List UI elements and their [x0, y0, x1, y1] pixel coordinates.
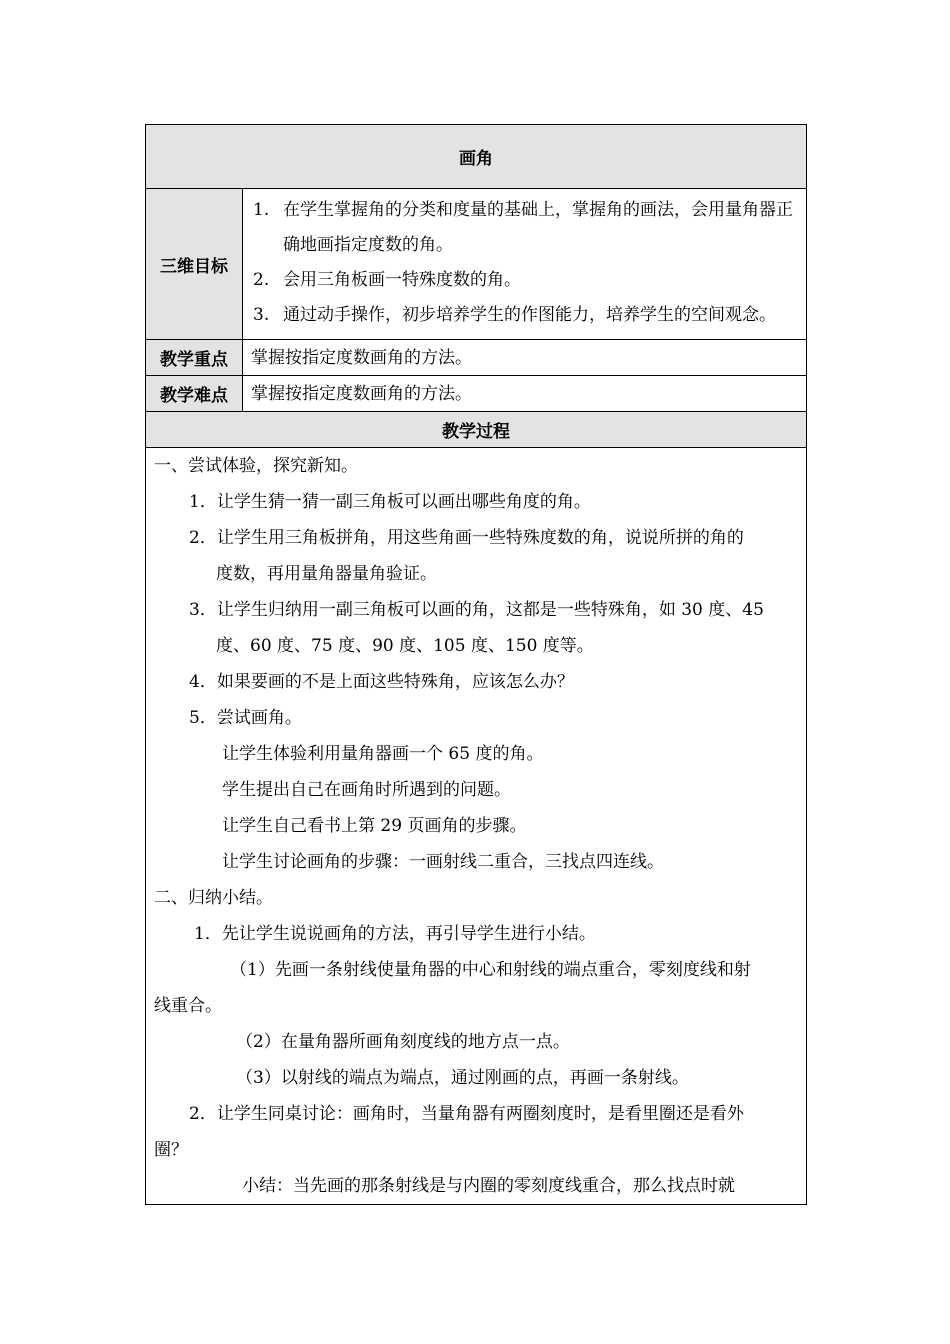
key-point-label: 教学重点 [146, 340, 243, 376]
process-substep-continued: 线重合。 [154, 996, 222, 1016]
lesson-title: 画角 [146, 125, 807, 189]
goal-number: 1. [253, 200, 270, 220]
process-step: 2．让学生用三角板拼角，用这些角画一些特殊度数的角，说说所拼的角的 [189, 528, 744, 548]
process-step: 5．尝试画角。 [189, 708, 302, 728]
process-substep: （3）以射线的端点为端点，通过刚画的点，再画一条射线。 [236, 1068, 689, 1088]
process-heading: 教学过程 [146, 412, 807, 448]
goals-label: 三维目标 [146, 189, 243, 340]
difficulty-label: 教学难点 [146, 376, 243, 412]
process-step: 4．如果要画的不是上面这些特殊角，应该怎么办？ [189, 672, 574, 692]
process-substep: 让学生讨论画角的步骤：一画射线二重合，三找点四连线。 [222, 852, 664, 872]
goal-number: 3. [253, 305, 270, 325]
process-step-continued: 度、60 度、75 度、90 度、105 度、150 度等。 [216, 636, 594, 656]
process-step: 1．先让学生说说画角的方法，再引导学生进行小结。 [194, 924, 596, 944]
summary-text: 小结：当先画的那条射线是与内圈的零刻度线重合，那么找点时就 [242, 1176, 735, 1196]
process-step-continued: 度数，再用量角器量角验证。 [216, 564, 437, 584]
section-heading: 二、归纳小结。 [154, 888, 273, 908]
goal-number: 2. [253, 270, 270, 290]
goal-item [251, 298, 802, 333]
process-step: 2．让学生同桌讨论：画角时，当量角器有两圈刻度时，是看里圈还是看外 [189, 1104, 744, 1124]
process-substep: （1）先画一条射线使量角器的中心和射线的端点重合，零刻度线和射 [230, 960, 751, 980]
process-body [146, 448, 807, 1205]
process-substep: 让学生体验利用量角器画一个 65 度的角。 [222, 744, 544, 764]
goal-item [251, 263, 802, 298]
process-substep: （2）在量角器所画角刻度线的地方点一点。 [236, 1032, 570, 1052]
lesson-plan-table [145, 124, 807, 1205]
goal-text: 会用三角板画一特殊度数的角。 [283, 270, 521, 290]
goal-text: 在学生掌握角的分类和度量的基础上，掌握角的画法，会用量角器正确地画指定度数的角。 [283, 200, 793, 255]
process-step: 3．让学生归纳用一副三角板可以画的角，这都是一些特殊角，如 30 度、45 [189, 600, 764, 620]
process-substep: 让学生自己看书上第 29 页画角的步骤。 [222, 816, 527, 836]
goals-list [243, 189, 806, 339]
process-substep: 学生提出自己在画角时所遇到的问题。 [222, 780, 511, 800]
process-step: 1．让学生猜一猜一副三角板可以画出哪些角度的角。 [189, 492, 591, 512]
process-step-continued: 圈？ [154, 1140, 188, 1160]
difficulty-text: 掌握按指定度数画角的方法。 [243, 376, 807, 412]
section-heading: 一、尝试体验，探究新知。 [154, 456, 358, 476]
goal-text: 通过动手操作，初步培养学生的作图能力，培养学生的空间观念。 [283, 305, 776, 325]
goal-item [251, 193, 802, 263]
key-point-text: 掌握按指定度数画角的方法。 [243, 340, 807, 376]
goals-cell [243, 189, 807, 340]
